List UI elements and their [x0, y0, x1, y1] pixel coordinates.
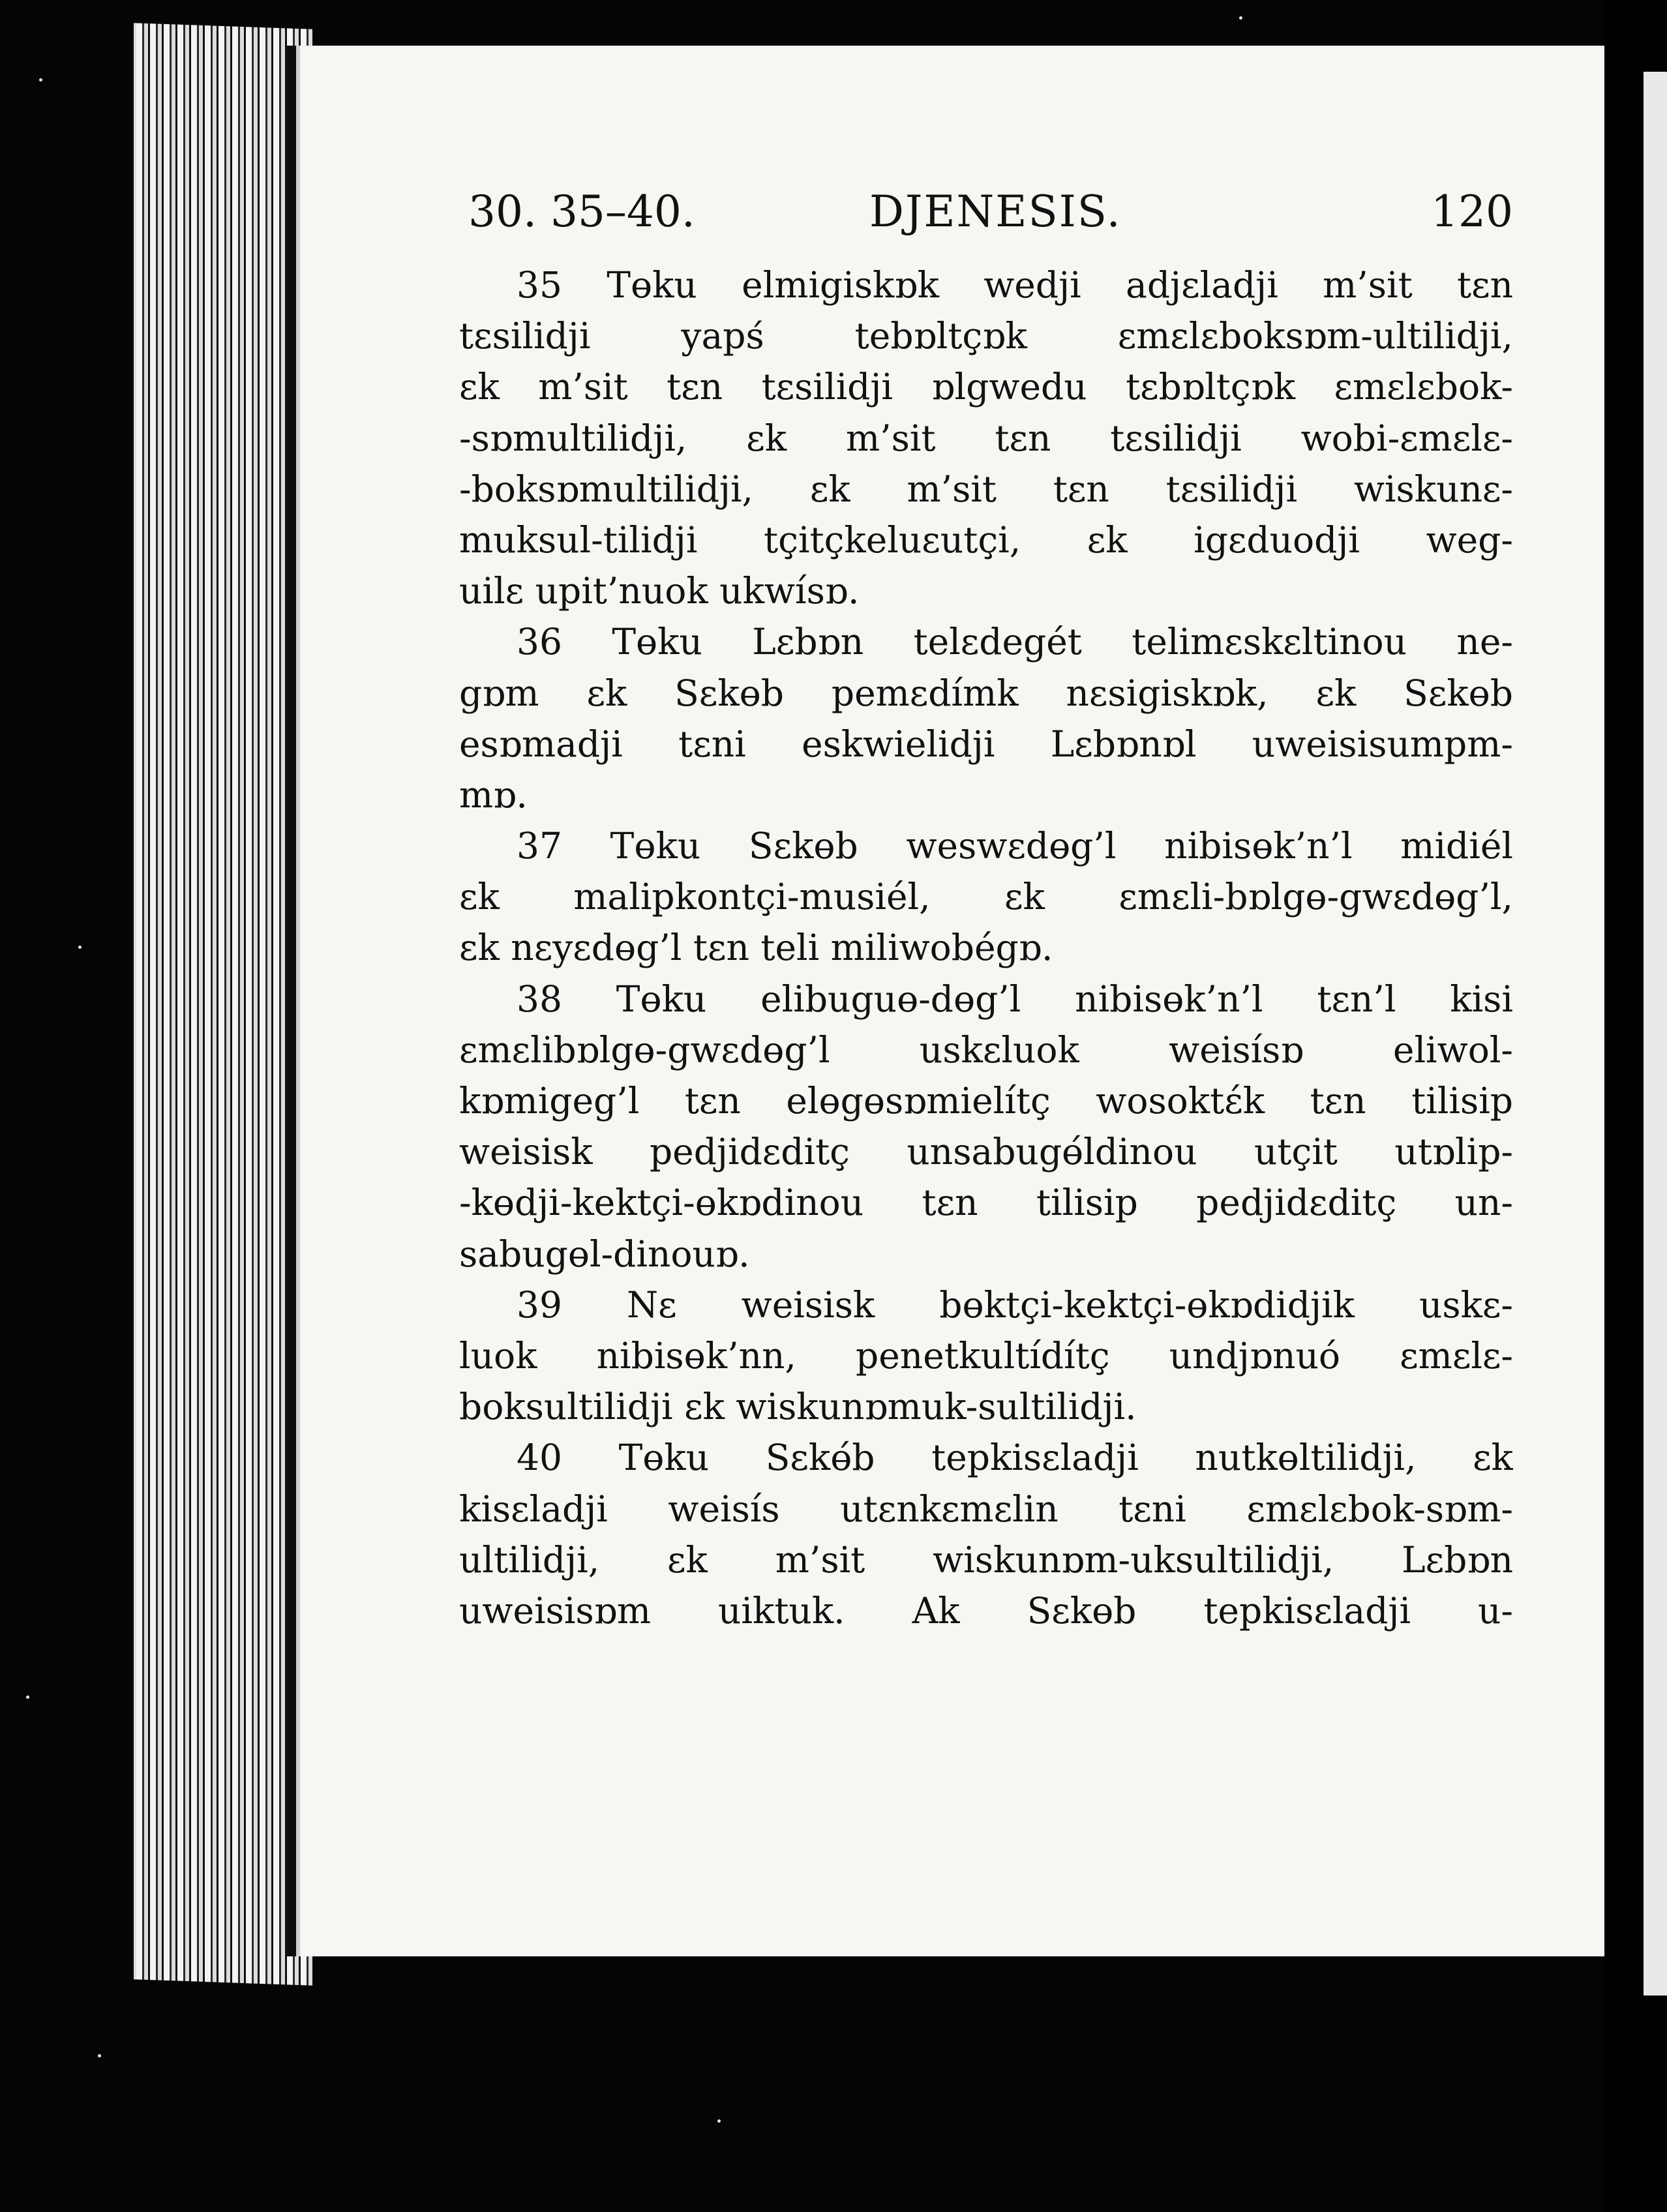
text-line: ɛk m’sit tɛn tɛsilidji ɒlgwedu tɛbɒltçɒk ɛmɛlɛbok-	[459, 366, 1513, 408]
text-line: ultilidji, ɛk m’sit wiskunɒm-uksultilidji, Lɛbɒn	[459, 1538, 1513, 1581]
running-header	[468, 183, 1513, 241]
facing-page-edge	[1644, 72, 1667, 1995]
text-line: weisisk pedjidɛditç unsabugɵ́ldinou utçit utɒlip-	[459, 1131, 1513, 1173]
book-title: DJENESIS.	[869, 187, 1122, 237]
dust-speck	[717, 2119, 721, 2123]
text-line: -sɒmultilidji, ɛk m’sit tɛn tɛsilidji wobi-ɛmɛlɛ-	[459, 417, 1513, 459]
text-line: esɒmadji tɛni eskwielidji Lɛbɒnɒl uweisisumpm-	[459, 723, 1513, 765]
dust-speck	[98, 2054, 101, 2057]
text-line: uweisisɒm uiktuk. Ak Sɛkɵb tepkisɛladji u-	[459, 1589, 1513, 1632]
page-number: 120	[1431, 187, 1513, 237]
text-line: -kɵdji-kektçi-ɵkɒdinou tɛn tilisip pedjidɛditç un-	[459, 1182, 1513, 1224]
text-line: luok nibisɵk’nn, penetkultídítç undjɒnuó ɛmɛlɛ-	[459, 1334, 1513, 1377]
book-page-edges	[134, 23, 312, 1986]
text-line: ɛmɛlibɒlgɵ-gwɛdɵg’l uskɛluok weisísɒ eliwol-	[459, 1028, 1513, 1071]
text-line: -boksɒmultilidji, ɛk m’sit tɛn tɛsilidji wiskunɛ-	[459, 468, 1513, 510]
text-line: sabugɵl-dinouɒ.	[459, 1233, 750, 1275]
page-body	[459, 260, 1513, 1636]
text-line: kisɛladji weisís utɛnkɛmɛlin tɛni ɛmɛlɛbok-sɒm-	[459, 1487, 1513, 1530]
text-line: 38 Tɵku elibuguɵ-dɵg’l nibisɵk’n’l tɛn’l kisi	[517, 978, 1513, 1020]
text-line: kɒmigeg’l tɛn elɵgɵsɒmielítç wosoktɛ́k tɛn tilisip	[459, 1080, 1513, 1122]
text-line: mɒ.	[459, 773, 528, 816]
text-line: uilɛ upit’nuok ukwísɒ.	[459, 570, 860, 612]
text-line: ɛk malipkontçi-musiél, ɛk ɛmɛli-bɒlgɵ-gwɛdɵg’l,	[459, 876, 1513, 918]
text-line: boksultilidji ɛk wiskunɒmuk-sultilidji.	[459, 1386, 1137, 1428]
dust-speck	[78, 946, 82, 949]
text-line: muksul-tilidji tçitçkeluɛutçi, ɛk igɛduodji weg-	[459, 518, 1513, 561]
dust-speck	[1239, 16, 1242, 20]
text-line: 39 Nɛ weisisk bɵktçi-kektçi-ɵkɒdidjik uskɛ-	[517, 1283, 1513, 1326]
dust-speck	[26, 1696, 29, 1699]
text-line: gɒm ɛk Sɛkɵb pemɛdímk nɛsigiskɒk, ɛk Sɛkɵb	[459, 672, 1513, 714]
text-line: 37 Tɵku Sɛkɵb weswɛdɵg’l nibisɵk’n’l midiél	[517, 825, 1513, 867]
text-line: 40 Tɵku Sɛkɵ́b tepkisɛladji nutkɵltilidji, ɛk	[517, 1437, 1513, 1479]
chapter-verse-range: 30. 35–40.	[468, 187, 695, 237]
text-line: 35 Tɵku elmigiskɒk wedji adjɛladji m’sit tɛn	[517, 264, 1513, 306]
text-line: ɛk nɛyɛdɵg’l tɛn teli miliwobégɒ.	[459, 927, 1053, 969]
text-line: tɛsilidji yapś tebɒltçɒk ɛmɛlɛboksɒm-ultilidji,	[459, 315, 1513, 357]
dust-speck	[39, 78, 42, 82]
text-line: 36 Tɵku Lɛbɒn telɛdegét telimɛskɛltinou ne-	[517, 621, 1513, 663]
